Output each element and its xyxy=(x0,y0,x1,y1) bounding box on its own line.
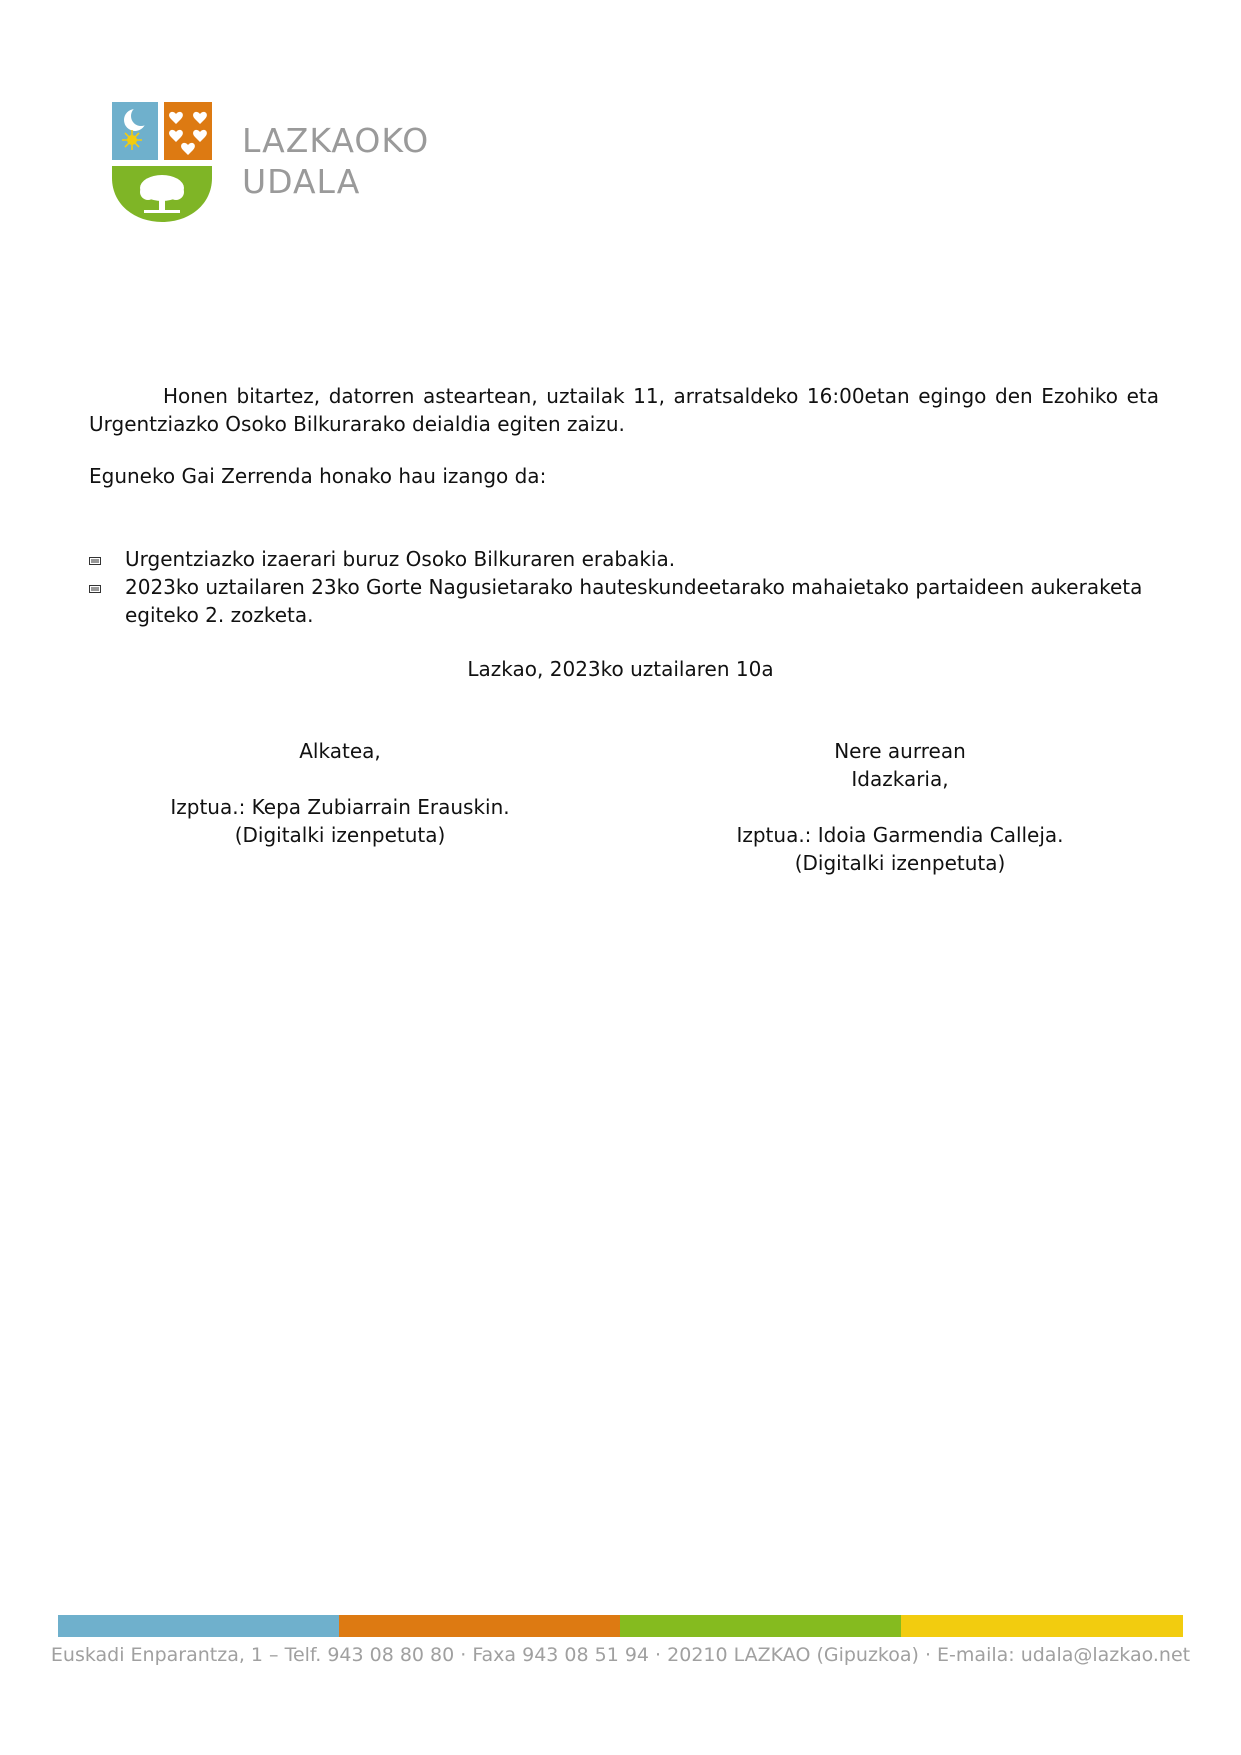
footer-stripe-orange xyxy=(339,1615,620,1637)
list-item xyxy=(89,573,1159,629)
municipality-logo xyxy=(110,100,440,230)
signature-note: (Digitalki izenpetuta) xyxy=(234,823,446,847)
sun-icon xyxy=(122,130,142,150)
signature-name: Izptua.: Kepa Zubiarrain Erauskin. xyxy=(170,795,510,819)
signature-role: Idazkaria, xyxy=(851,767,949,791)
place-date: Lazkao, 2023ko uztailaren 10a xyxy=(467,657,774,681)
signature-name: Izptua.: Idoia Garmendia Calleja. xyxy=(736,823,1064,847)
footer-stripe-yellow xyxy=(901,1615,1183,1637)
signature-note: (Digitalki izenpetuta) xyxy=(794,851,1006,875)
coat-of-arms-icon xyxy=(110,100,215,225)
signature-secretary xyxy=(640,737,1160,877)
logo-line-1: LAZKAOKO xyxy=(242,121,430,160)
agenda-list xyxy=(89,545,1159,629)
municipality-name xyxy=(242,120,429,202)
bullet-icon xyxy=(89,557,101,565)
agenda-item-text: 2023ko uztailaren 23ko Gorte Nagusietarako hauteskundeetarako mahaietako partaideen aukeraketa egiteko 2. zozketa. xyxy=(125,575,1143,627)
signature-role: Alkatea, xyxy=(299,739,381,763)
agenda-item-text: Urgentziazko izaerari buruz Osoko Bilkuraren erabakia. xyxy=(125,547,676,571)
footer-stripe-blue xyxy=(58,1615,339,1637)
intro-paragraph: Honen bitartez, datorren asteartean, uztailak 11, arratsaldeko 16:00etan egingo den Ezohiko eta Urgentziazko Osoko Bilkurarako deialdia egiten zaizu. xyxy=(89,384,1159,436)
footer-contact: Euskadi Enparantza, 1 – Telf. 943 08 80 80 · Faxa 943 08 51 94 · 20210 LAZKAO (Gipuzkoa) · E-maila: udala@lazkao.net xyxy=(50,1644,1191,1666)
logo-line-2: UDALA xyxy=(242,162,361,201)
agenda-intro: Eguneko Gai Zerrenda honako hau izango da: xyxy=(89,464,547,488)
signature-pre: Nere aurrean xyxy=(834,739,966,763)
signature-mayor xyxy=(100,737,580,849)
footer-stripe-green xyxy=(620,1615,901,1637)
list-item xyxy=(89,545,1159,573)
bullet-icon xyxy=(89,585,101,593)
